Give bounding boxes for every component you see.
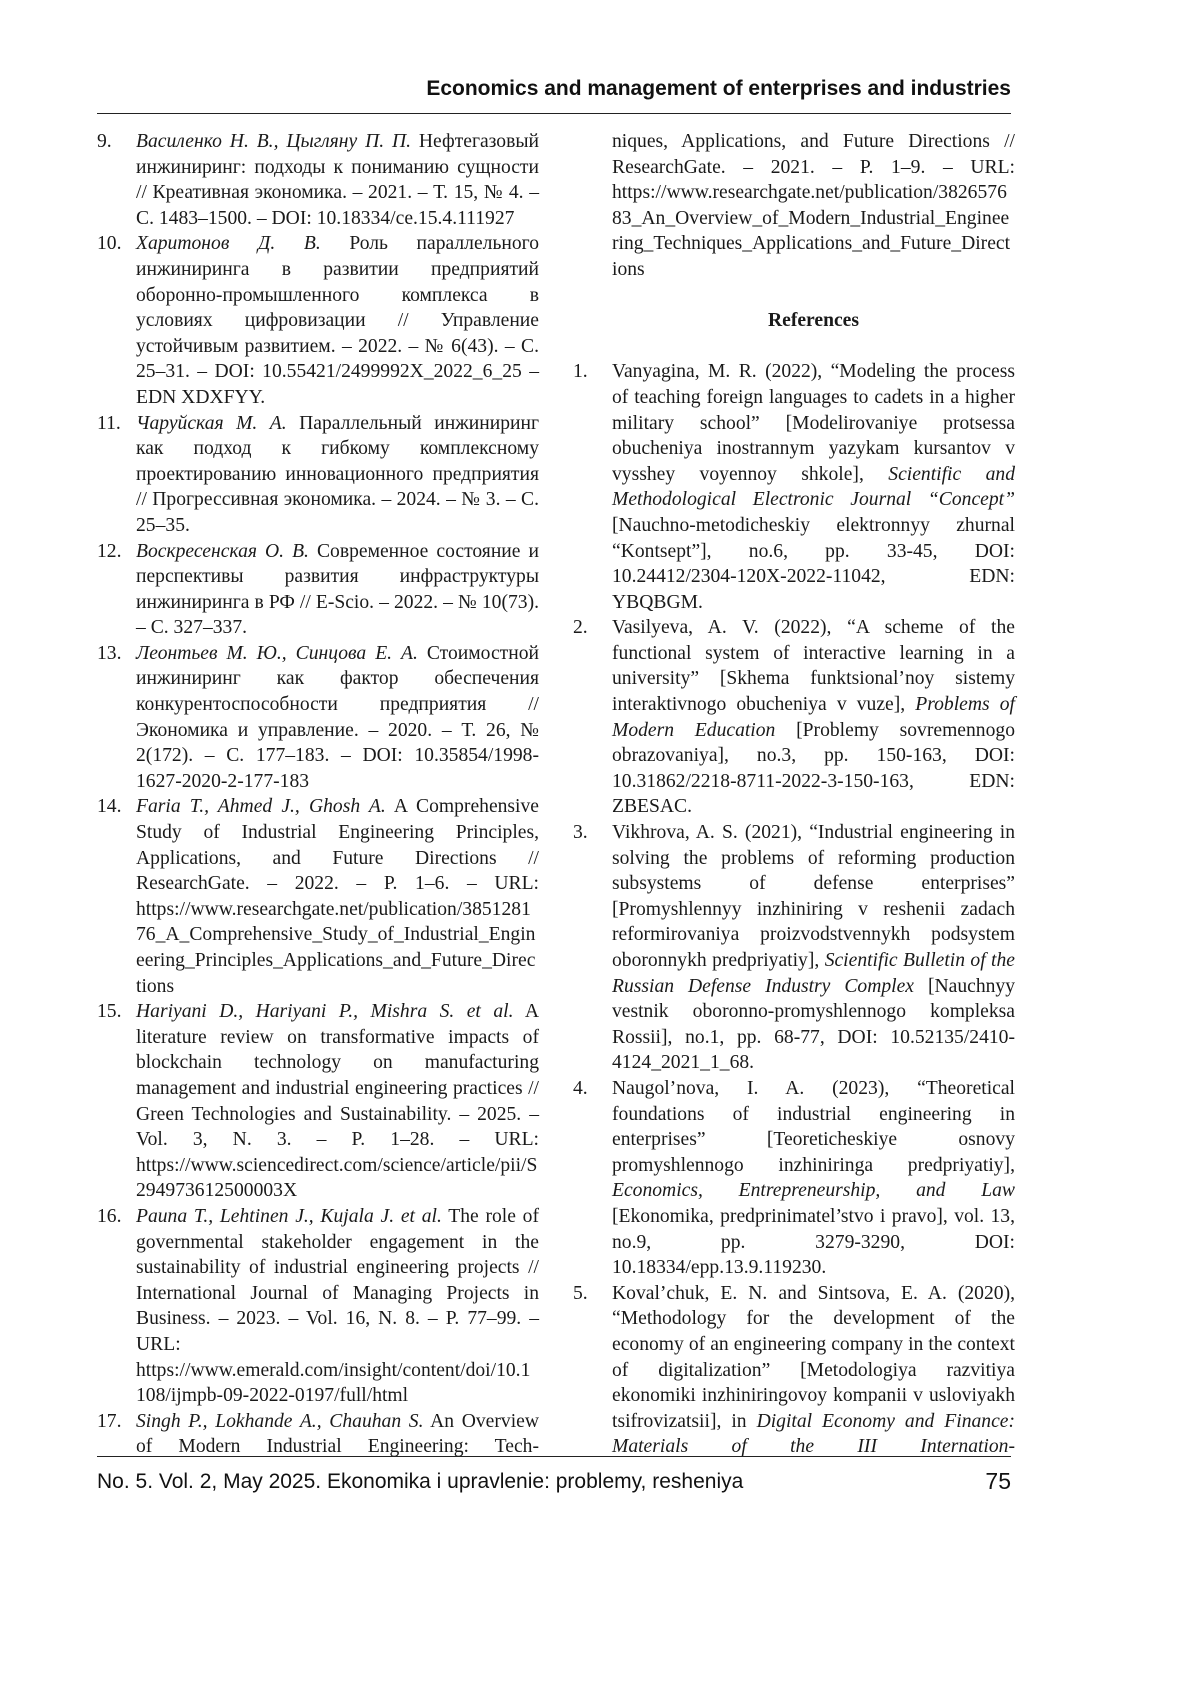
reference-italic-text: Харитонов Д. В. <box>136 233 321 254</box>
reference-plain-text: [Nauchno-metodicheskiy elektronnyy zhurnal “Kontsept”], no.6, pp. 33-45, DOI: 10.24412/2304-120X-2022-11042, EDN: YBQBGM. <box>612 515 1015 613</box>
reference-number: 13. <box>97 641 136 795</box>
reference-item <box>97 1204 539 1409</box>
reference-italic-text: Воскресенская О. В. <box>136 541 309 562</box>
reference-item <box>97 1409 539 1460</box>
reference-item <box>97 999 539 1204</box>
references-list <box>573 359 1015 1460</box>
reference-italic-text: Василенко Н. В., Цыгляну П. П. <box>136 131 411 152</box>
reference-italic-text: Singh P., Lokhande A., Chauhan S. <box>136 1411 424 1432</box>
reference-number: 14. <box>97 794 136 999</box>
reference-plain-text: The role of governmental stakeholder engagement in the sustainability of industrial engineering projects // International Journal of Managing Projects in Business. – 2023. – Vol. 16, N. 8. – P. 77–99. – URL: https://www.emerald.com/insight/content/doi/10.1108/ijmpb-09-2022-0197/full/html <box>136 1206 539 1406</box>
reference-item <box>97 641 539 795</box>
reference-text <box>136 641 539 795</box>
reference-plain-text: Стоимостной инжиниринг как фактор обеспечения конкурентоспособности предприятия // Экономика и управление. – 2020. – Т. 26, № 2(172). – С. 177–183. – DOI: 10.35854/1998-1627-2020-2-177-183 <box>136 643 539 792</box>
reference-number: 10. <box>97 231 136 410</box>
header-divider <box>97 113 1011 114</box>
reference-number: 17. <box>97 1409 136 1460</box>
reference-italic-text: Scientific and Methodological Electronic Journal “Concept” <box>612 464 1015 511</box>
reference-italic-text: Problems of Modern Education <box>612 694 1015 741</box>
reference-text <box>136 129 539 231</box>
reference-item <box>573 820 1015 1076</box>
reference-text <box>136 1409 539 1460</box>
reference-text <box>573 129 1015 283</box>
references-heading: References <box>612 308 1015 334</box>
reference-number: 12. <box>97 539 136 641</box>
reference-italic-text: Digital Economy and Finance: Materials of the III Internation- <box>612 1411 1015 1458</box>
reference-text <box>612 1281 1015 1460</box>
reference-plain-text: Роль параллельного инжиниринга в развитии предприятий оборонно-промышленного комплекса в условиях цифровизации // Управление устойчивым развитием. – 2022. – № 6(43). – С. 25–31. – DOI: 10.55421/2499992X_2022_6_25 – EDN XDXFYY. <box>136 233 539 408</box>
header-title: Economics and management of enterprises and industries <box>426 77 1011 101</box>
reference-italic-text: Hariyani D., Hariyani P., Mishra S. et al. <box>136 1001 513 1022</box>
reference-number: 15. <box>97 999 136 1204</box>
reference-number: 5. <box>573 1281 612 1460</box>
reference-item <box>573 1281 1015 1460</box>
reference-item <box>97 539 539 641</box>
reference-item <box>97 231 539 410</box>
page-number: 75 <box>985 1468 1011 1495</box>
reference-plain-text: niques, Applications, and Future Directions // ResearchGate. – 2021. – P. 1–9. – URL: https://www.researchgate.net/publication/382657683_An_Overview_of_Modern_Industrial_Engineering_Techniques_Applications_and_Future_Directions <box>612 131 1015 280</box>
reference-text <box>136 999 539 1204</box>
reference-italic-text: Scientific Bulletin of the Russian Defense Industry Complex <box>612 950 1015 997</box>
reference-plain-text: [Nauchnyy vestnik oboronno-promyshlennogo kompleksa Rossii], no.1, pp. 68-77, DOI: 10.52135/2410-4124_2021_1_68. <box>612 976 1015 1074</box>
reference-italic-text: Faria T., Ahmed J., Ghosh A. <box>136 796 386 817</box>
reference-italic-text: Чаруйская М. А. <box>136 413 287 434</box>
reference-italic-text: Леонтьев М. Ю., Синцова Е. А. <box>136 643 418 664</box>
reference-number: 11. <box>97 411 136 539</box>
reference-plain-text: Naugol’nova, I. A. (2023), “Theoretical foundations of industrial engineering in enterprises” [Teoreticheskiye osnovy promyshlennogo inzhiniringa predpriyatiy], <box>612 1078 1015 1176</box>
reference-plain-text: Vanyagina, M. R. (2022), “Modeling the process of teaching foreign languages to cadets in a higher military school” [Modelirovaniye protsessa obucheniya inostrannym yazykam kursantov v vysshey voyennoy shkole], <box>612 361 1015 484</box>
reference-text <box>612 359 1015 615</box>
reference-plain-text: Vasilyeva, A. V. (2022), “A scheme of the functional system of interactive learning in a university” [Skhema funktsional’noy sistemy interaktivnogo obucheniya v vuze], <box>612 617 1015 715</box>
reference-number: 2. <box>573 615 612 820</box>
reference-plain-text: An Overview of Modern Industrial Engineering: Tech- <box>136 1411 539 1458</box>
reference-plain-text: Koval’chuk, E. N. and Sintsova, E. A. (2020), “Methodology for the development of the economy of an engineering company in the context of digitalization” [Metodologiya razvitiya ekonomiki inzhiniringovoy kompanii v usloviyakh tsifrovizatsii], in <box>612 1283 1015 1432</box>
reference-item <box>97 411 539 539</box>
reference-number: 9. <box>97 129 136 231</box>
reference-plain-text: A Comprehensive Study of Industrial Engineering Principles, Applications, and Future Directions // ResearchGate. – 2022. – P. 1–6. – URL: https://www.researchgate.net/publication/385128176_A_Comprehensive_Study_of_Industrial_Engineering_Principles_Applications_and_Future_Directions <box>136 796 539 996</box>
reference-plain-text: Современное состояние и перспективы развития инфраструктуры инжиниринга в РФ // E-Scio. – 2022. – № 10(73). – С. 327–337. <box>136 541 539 639</box>
reference-italic-text: Economics, Entrepreneurship, and Law <box>612 1180 1015 1201</box>
reference-plain-text: [Problemy sovremennogo obrazovaniya], no.3, pp. 150-163, DOI: 10.31862/2218-8711-2022-3-150-163, EDN: ZBESAC. <box>612 720 1015 818</box>
reference-plain-text: [Ekonomika, predprinimatel’stvo i pravo], vol. 13, no.9, pp. 3279-3290, DOI: 10.18334/epp.13.9.119230. <box>612 1206 1015 1278</box>
reference-text <box>136 794 539 999</box>
reference-text <box>136 411 539 539</box>
reference-italic-text: Pauna T., Lehtinen J., Kujala J. et al. <box>136 1206 442 1227</box>
reference-text <box>612 615 1015 820</box>
footer-journal: No. 5. Vol. 2, May 2025. Ekonomika i upravlenie: problemy, resheniya <box>97 1470 743 1494</box>
footer-divider <box>97 1456 1011 1457</box>
reference-number: 4. <box>573 1076 612 1281</box>
reference-plain-text: A literature review on transformative impacts of blockchain technology on manufacturing management and industrial engineering practices // Green Technologies and Sustainability. – 2025. – Vol. 3, N. 3. – P. 1–28. – URL: https://www.sciencedirect.com/science/article/pii/S294973612500003X <box>136 1001 539 1201</box>
left-column <box>97 129 539 1460</box>
reference-plain-text: Параллельный инжиниринг как подход к гибкому комплексному проектированию инновационного предприятия // Прогрессивная экономика. – 2024. – № 3. – С. 25–35. <box>136 413 539 536</box>
reference-item <box>573 615 1015 820</box>
reference-continuation <box>573 129 1015 283</box>
reference-text <box>136 539 539 641</box>
reference-item <box>97 129 539 231</box>
reference-number: 16. <box>97 1204 136 1409</box>
reference-item <box>97 794 539 999</box>
reference-plain-text: Нефтегазовый инжиниринг: подходы к пониманию сущности // Креативная экономика. – 2021. – Т. 15, № 4. – С. 1483–1500. – DOI: 10.18334/ce.15.4.111927 <box>136 131 539 229</box>
reference-number: 3. <box>573 820 612 1076</box>
reference-text <box>612 1076 1015 1281</box>
reference-plain-text: Vikhrova, A. S. (2021), “Industrial engineering in solving the problems of reforming production subsystems of defense enterprises” [Promyshlennyy inzhiniring v reshenii zadach reformirovaniya proizvodstvennykh podsystem oboronnykh predpriyatiy], <box>612 822 1015 971</box>
reference-text <box>136 1204 539 1409</box>
reference-text <box>136 231 539 410</box>
right-column <box>573 129 1015 1460</box>
reference-text <box>612 820 1015 1076</box>
reference-item <box>573 359 1015 615</box>
reference-number: 1. <box>573 359 612 615</box>
reference-item <box>573 1076 1015 1281</box>
